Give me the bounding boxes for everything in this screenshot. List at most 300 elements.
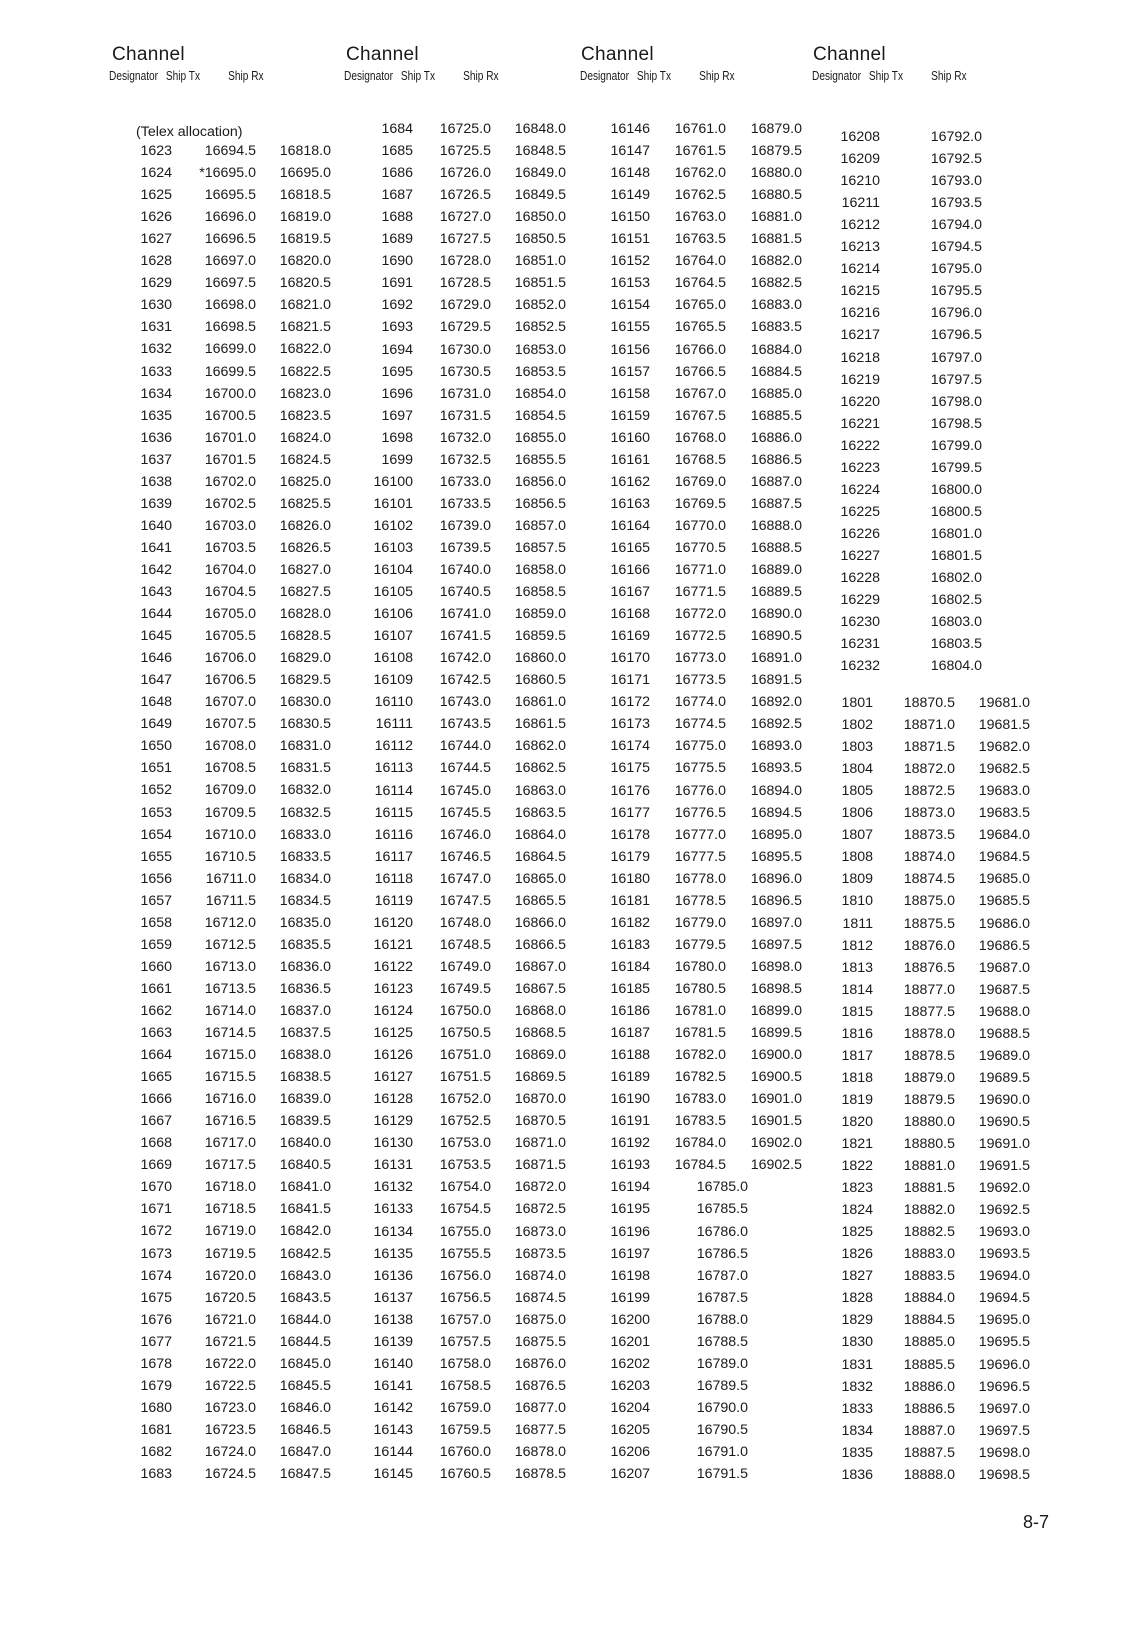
ship-tx-frequency: 18886.5: [903, 1400, 955, 1417]
ship-tx-frequency: 16725.5: [439, 143, 491, 160]
channel-designator: 16198: [610, 1267, 650, 1284]
channel-designator: 1695: [381, 363, 413, 380]
channel-designator: 16147: [610, 143, 650, 160]
channel-designator: 16188: [610, 1047, 650, 1064]
channel-designator: 1643: [140, 584, 172, 600]
channel-designator: 1832: [841, 1378, 873, 1395]
ship-tx-frequency: 16743.5: [439, 716, 491, 733]
ship-tx-frequency: 16767.0: [674, 385, 726, 402]
ship-rx-frequency: 16822.5: [279, 363, 331, 380]
frequency: 16790.0: [696, 1399, 748, 1416]
ship-rx-frequency: 16878.5: [514, 1466, 566, 1483]
ship-rx-frequency: 16844.0: [279, 1311, 331, 1328]
channel-designator: 1648: [140, 694, 172, 711]
channel-designator: 16199: [610, 1289, 650, 1306]
ship-rx-frequency: 16888.0: [750, 517, 802, 534]
ship-rx-frequency: 16849.5: [514, 187, 566, 204]
ship-tx-frequency: 16716.5: [204, 1113, 256, 1130]
ship-rx-frequency: 16824.5: [279, 451, 331, 468]
channel-designator: 16224: [840, 481, 880, 498]
ship-tx-frequency: 18885.5: [903, 1356, 955, 1373]
ship-tx-frequency: 16705.0: [204, 606, 256, 623]
channel-designator: 16111: [375, 716, 413, 733]
ship-rx-frequency: 19681.5: [978, 717, 1030, 734]
channel-designator: 1815: [841, 1003, 873, 1020]
ship-tx-frequency: 18878.0: [903, 1025, 955, 1042]
ship-rx-frequency: 16831.5: [279, 760, 331, 777]
channel-designator: 16218: [840, 349, 880, 366]
channel-designator: 1654: [140, 826, 172, 843]
channel-designator: 1686: [381, 165, 413, 182]
ship-rx-frequency: 16896.0: [750, 870, 802, 887]
ship-tx-frequency: 16749.5: [439, 980, 491, 997]
ship-rx-frequency: 16893.5: [750, 760, 802, 777]
channel-designator: 16158: [610, 385, 650, 402]
ship-rx-frequency: 16843.5: [279, 1289, 331, 1306]
ship-rx-frequency: 19681.0: [978, 695, 1030, 711]
channel-designator: 1631: [140, 319, 172, 336]
ship-rx-frequency: 16864.0: [514, 826, 566, 843]
ship-tx-frequency: 18873.5: [903, 827, 955, 844]
ship-rx-frequency: 19682.5: [978, 761, 1030, 778]
ship-rx-frequency: 16854.5: [514, 407, 566, 424]
column-subheading: Designator Ship Tx Ship Rx: [344, 68, 499, 83]
ship-tx-frequency: 16720.0: [204, 1267, 256, 1284]
channel-designator: 1640: [140, 517, 172, 534]
ship-rx-frequency: 16898.5: [750, 980, 802, 997]
ship-rx-frequency: 16874.5: [514, 1289, 566, 1306]
channel-designator: 16104: [373, 562, 413, 578]
ship-rx-frequency: 16892.0: [750, 694, 802, 711]
ship-tx-frequency: 16698.5: [204, 319, 256, 336]
channel-designator: 16124: [373, 1003, 413, 1019]
channel-designator: 1820: [841, 1113, 873, 1130]
ship-tx-frequency: 16696.5: [204, 231, 256, 248]
frequency: 16800.5: [930, 503, 982, 520]
channel-designator: 1804: [841, 761, 873, 778]
channel-designator: 1634: [140, 385, 172, 402]
channel-designator: 1821: [841, 1136, 873, 1152]
ship-rx-frequency: 16851.5: [514, 275, 566, 292]
ship-rx-frequency: 16895.0: [750, 826, 802, 843]
ship-tx-frequency: 16746.5: [439, 848, 491, 865]
ship-tx-frequency: 16724.0: [204, 1443, 256, 1460]
ship-rx-frequency: 16853.5: [514, 363, 566, 380]
ship-rx-frequency: 16831.0: [279, 738, 331, 755]
ship-tx-frequency: 16715.5: [204, 1069, 256, 1086]
channel-designator: 1825: [841, 1224, 873, 1241]
ship-rx-frequency: 16895.5: [750, 848, 802, 865]
ship-rx-frequency: 16818.5: [279, 187, 331, 204]
channel-designator: 16214: [840, 261, 880, 278]
ship-tx-frequency: 16722.5: [204, 1377, 256, 1394]
ship-tx-frequency: 16696.0: [204, 209, 256, 226]
channel-designator: 16208: [840, 129, 880, 145]
ship-tx-frequency: 16760.5: [439, 1466, 491, 1483]
ship-tx-frequency: 16741.5: [439, 628, 491, 645]
ship-rx-frequency: 16859.0: [514, 606, 566, 623]
ship-tx-frequency: 16759.5: [439, 1421, 491, 1438]
channel-designator: 16203: [610, 1377, 650, 1394]
ship-tx-frequency: 18870.5: [903, 695, 955, 711]
ship-tx-frequency: 16762.0: [674, 165, 726, 182]
ship-rx-frequency: 16826.0: [279, 517, 331, 534]
channel-designator: 1655: [140, 848, 172, 865]
channel-designator: 16132: [373, 1179, 413, 1196]
channel-designator: 16119: [374, 892, 413, 909]
frequency: 16785.5: [696, 1201, 748, 1218]
ship-rx-frequency: 16857.0: [514, 517, 566, 534]
ship-tx-frequency: 16780.5: [674, 980, 726, 997]
frequency: 16791.0: [696, 1444, 748, 1460]
ship-tx-frequency: 18885.0: [903, 1334, 955, 1351]
ship-tx-frequency: 16729.5: [439, 319, 491, 336]
ship-tx-frequency: 16719.0: [204, 1223, 256, 1240]
ship-tx-frequency: 16743.0: [439, 694, 491, 711]
ship-tx-frequency: 16713.5: [204, 980, 256, 997]
ship-tx-frequency: 16702.0: [204, 473, 256, 490]
channel-designator: 1818: [841, 1069, 873, 1086]
ship-rx-frequency: 16880.5: [750, 187, 802, 204]
ship-tx-frequency: 16724.5: [204, 1466, 256, 1482]
ship-rx-frequency: 16883.5: [750, 319, 802, 336]
ship-rx-frequency: 16898.0: [750, 958, 802, 975]
channel-designator: 16115: [374, 804, 413, 821]
ship-tx-frequency: 16711.5: [205, 892, 256, 909]
ship-rx-frequency: 16864.5: [514, 848, 566, 865]
channel-designator: 1668: [140, 1135, 172, 1152]
ship-tx-frequency: 16723.5: [204, 1421, 256, 1438]
channel-designator: 1670: [140, 1179, 172, 1196]
channel-designator: 16109: [373, 672, 413, 689]
ship-tx-frequency: 16781.5: [674, 1025, 726, 1042]
ship-tx-frequency: 16752.0: [439, 1091, 491, 1108]
channel-designator: 16173: [610, 716, 650, 733]
channel-designator: 16137: [373, 1289, 413, 1306]
column-subheading: Designator Ship Tx Ship Rx: [109, 68, 264, 83]
ship-rx-frequency: 16891.0: [750, 650, 802, 667]
channel-designator: 1629: [140, 275, 172, 292]
ship-rx-frequency: 16844.5: [279, 1333, 331, 1350]
ship-rx-frequency: 16887.0: [750, 473, 802, 490]
channel-designator: 16181: [610, 892, 650, 909]
ship-rx-frequency: 19692.0: [978, 1180, 1030, 1197]
ship-tx-frequency: 16718.0: [204, 1179, 256, 1196]
ship-rx-frequency: 16869.0: [514, 1047, 566, 1064]
ship-rx-frequency: 16865.5: [514, 892, 566, 909]
ship-rx-frequency: 16874.0: [514, 1267, 566, 1284]
ship-tx-frequency: 16718.5: [204, 1201, 256, 1218]
ship-rx-frequency: 16881.0: [750, 209, 802, 226]
ship-tx-frequency: 16712.0: [204, 914, 256, 931]
channel-designator: 16200: [610, 1311, 650, 1328]
ship-tx-frequency: 16760.0: [439, 1444, 491, 1460]
channel-designator: 16112: [374, 738, 413, 755]
ship-tx-frequency: 16727.0: [439, 209, 491, 226]
ship-rx-frequency: 16855.0: [514, 429, 566, 446]
channel-designator: 16171: [610, 672, 650, 689]
channel-designator: 16191: [610, 1113, 650, 1130]
channel-designator: 1828: [841, 1290, 873, 1307]
ship-rx-frequency: 16894.5: [750, 804, 802, 821]
channel-designator: 16219: [840, 371, 880, 388]
channel-designator: 16149: [610, 187, 650, 204]
ship-rx-frequency: 16847.5: [279, 1466, 331, 1482]
channel-designator: 1682: [140, 1443, 172, 1460]
ship-rx-frequency: 16885.5: [750, 407, 802, 424]
ship-rx-frequency: 19684.5: [978, 849, 1030, 866]
channel-designator: 1651: [140, 760, 172, 777]
channel-designator: 16131: [373, 1157, 413, 1174]
ship-rx-frequency: 19685.0: [978, 871, 1030, 888]
ship-tx-frequency: 16779.5: [674, 936, 726, 953]
ship-rx-frequency: 16870.5: [514, 1113, 566, 1130]
ship-tx-frequency: 18875.0: [903, 893, 955, 910]
ship-rx-frequency: 16839.5: [279, 1113, 331, 1130]
ship-tx-frequency: 16719.5: [204, 1245, 256, 1262]
ship-tx-frequency: 16713.0: [204, 958, 256, 975]
channel-designator: 1628: [140, 253, 172, 270]
channel-designator: 16136: [373, 1267, 413, 1284]
ship-tx-frequency: 16761.0: [674, 121, 726, 137]
ship-rx-frequency: 16818.0: [279, 143, 331, 159]
ship-tx-frequency: 16759.0: [439, 1399, 491, 1416]
channel-designator: 16231: [840, 636, 880, 653]
ship-rx-frequency: 19693.5: [978, 1246, 1030, 1263]
channel-designator: 1664: [140, 1047, 172, 1064]
ship-rx-frequency: 16886.5: [750, 451, 802, 468]
channel-designator: 16213: [840, 239, 880, 256]
ship-tx-frequency: 16733.0: [439, 473, 491, 490]
channel-designator: 16154: [610, 297, 650, 314]
channel-designator: 16107: [373, 628, 413, 645]
channel-designator: 16195: [610, 1201, 650, 1218]
ship-tx-frequency: 16770.5: [674, 539, 726, 556]
channel-designator: 16192: [610, 1135, 650, 1152]
channel-designator: 1834: [841, 1422, 873, 1439]
ship-tx-frequency: 16711.0: [205, 870, 256, 887]
ship-rx-frequency: 16821.5: [279, 319, 331, 336]
ship-tx-frequency: 18874.5: [903, 871, 955, 888]
channel-designator: 16157: [610, 363, 650, 380]
ship-rx-frequency: 16845.5: [279, 1377, 331, 1394]
channel-designator: 1810: [841, 893, 873, 910]
ship-rx-frequency: 16858.0: [514, 562, 566, 578]
channel-designator: 1699: [381, 451, 413, 468]
ship-tx-frequency: 16752.5: [439, 1113, 491, 1130]
channel-designator: 1808: [841, 849, 873, 866]
channel-designator: 1636: [140, 429, 172, 446]
ship-tx-frequency: 16770.0: [674, 517, 726, 534]
channel-designator: 16141: [373, 1377, 413, 1394]
ship-tx-frequency: 18875.5: [903, 915, 955, 932]
ship-tx-frequency: 16728.0: [439, 253, 491, 270]
page-number: 8-7: [1023, 1512, 1050, 1532]
ship-tx-frequency: 16783.0: [674, 1091, 726, 1108]
channel-designator: 1662: [140, 1002, 172, 1019]
frequency: 16786.0: [696, 1223, 748, 1240]
channel-designator: 1833: [841, 1400, 873, 1417]
ship-tx-frequency: 16764.5: [674, 275, 726, 292]
channel-designator: 1812: [841, 937, 873, 954]
ship-rx-frequency: 19695.0: [978, 1312, 1030, 1329]
channel-designator: 16183: [610, 936, 650, 953]
channel-designator: 16207: [610, 1466, 650, 1483]
channel-designator: 1678: [140, 1355, 172, 1372]
channel-designator: 1635: [140, 407, 172, 424]
ship-rx-frequency: 16828.5: [279, 628, 331, 645]
ship-tx-frequency: 18877.0: [903, 981, 955, 998]
channel-designator: 16140: [373, 1355, 413, 1372]
ship-tx-frequency: 16708.0: [204, 738, 256, 755]
ship-tx-frequency: 16722.0: [204, 1355, 256, 1372]
channel-designator: 16116: [374, 826, 413, 843]
ship-tx-frequency: 16777.5: [674, 848, 726, 865]
ship-rx-frequency: 19697.5: [978, 1422, 1030, 1439]
ship-rx-frequency: 16695.0: [279, 165, 331, 182]
channel-designator: 1673: [140, 1245, 172, 1262]
frequency: 16794.5: [930, 239, 982, 256]
channel-designator: 16122: [373, 958, 413, 975]
channel-designator: 1649: [140, 716, 172, 733]
ship-tx-frequency: 16717.5: [204, 1157, 256, 1174]
ship-tx-frequency: 16740.0: [439, 562, 491, 578]
frequency: 16803.0: [930, 614, 982, 631]
ship-rx-frequency: 16861.0: [514, 694, 566, 711]
ship-tx-frequency: 16780.0: [674, 958, 726, 975]
ship-tx-frequency: 16729.0: [439, 297, 491, 314]
ship-rx-frequency: 16873.5: [514, 1245, 566, 1262]
ship-rx-frequency: 16871.5: [514, 1157, 566, 1174]
ship-tx-frequency: 16754.5: [439, 1201, 491, 1218]
channel-designator: 16220: [840, 393, 880, 410]
ship-tx-frequency: 16695.5: [204, 187, 256, 204]
frequency: 16797.5: [930, 371, 982, 388]
ship-rx-frequency: 19694.0: [978, 1268, 1030, 1285]
channel-heading: Channel: [581, 44, 654, 65]
ship-rx-frequency: 16850.0: [514, 209, 566, 226]
ship-tx-frequency: 18886.0: [903, 1378, 955, 1395]
ship-tx-frequency: 16783.5: [674, 1113, 726, 1130]
ship-tx-frequency: 16747.5: [439, 892, 491, 909]
channel-designator: 16138: [373, 1311, 413, 1328]
ship-rx-frequency: 16854.0: [514, 385, 566, 402]
ship-rx-frequency: 16820.0: [279, 253, 331, 270]
frequency: 16792.5: [930, 151, 982, 168]
ship-tx-frequency: 16744.0: [439, 738, 491, 755]
channel-designator: 16172: [610, 694, 650, 711]
ship-tx-frequency: 16732.5: [439, 451, 491, 468]
ship-tx-frequency: 16739.5: [439, 539, 491, 556]
channel-designator: 16202: [610, 1355, 650, 1372]
ship-tx-frequency: 16771.0: [674, 562, 726, 578]
channel-designator: 16212: [840, 217, 880, 234]
column-subheading: Designator Ship Tx Ship Rx: [812, 68, 967, 83]
channel-designator: 1835: [841, 1444, 873, 1461]
ship-tx-frequency: 16747.0: [439, 870, 491, 887]
ship-tx-frequency: 16753.0: [439, 1135, 491, 1152]
channel-designator: 16125: [373, 1025, 413, 1042]
ship-tx-frequency: 16706.0: [204, 650, 256, 667]
frequency: 16796.0: [930, 305, 982, 322]
ship-rx-frequency: 16860.5: [514, 672, 566, 689]
ship-rx-frequency: 16900.0: [750, 1047, 802, 1064]
ship-rx-frequency: 16894.0: [750, 782, 802, 799]
ship-rx-frequency: 16842.5: [279, 1245, 331, 1262]
channel-designator: 16130: [373, 1135, 413, 1152]
ship-rx-frequency: 16852.0: [514, 297, 566, 314]
ship-rx-frequency: 16833.5: [279, 848, 331, 865]
ship-rx-frequency: 16885.0: [750, 385, 802, 402]
ship-tx-frequency: 18882.0: [903, 1202, 955, 1219]
ship-tx-frequency: 16697.0: [204, 253, 256, 270]
channel-designator: 16117: [374, 848, 413, 865]
channel-designator: 1680: [140, 1399, 172, 1416]
channel-designator: 1625: [140, 187, 172, 204]
ship-tx-frequency: 16733.5: [439, 495, 491, 512]
channel-designator: 1677: [140, 1333, 172, 1350]
frequency: 16802.5: [930, 592, 982, 609]
frequency: 16799.5: [930, 459, 982, 476]
ship-tx-frequency: 16721.5: [204, 1333, 256, 1350]
channel-designator: 1667: [140, 1113, 172, 1130]
ship-rx-frequency: 19683.5: [978, 805, 1030, 822]
channel-designator: 1642: [140, 561, 172, 578]
channel-designator: 16223: [840, 459, 880, 476]
ship-tx-frequency: 16758.5: [439, 1377, 491, 1394]
ship-tx-frequency: 18883.0: [903, 1246, 955, 1263]
frequency: 16788.0: [696, 1311, 748, 1328]
channel-designator: 16160: [610, 429, 650, 446]
channel-designator: 16194: [610, 1179, 650, 1196]
ship-rx-frequency: 16871.0: [514, 1135, 566, 1152]
channel-designator: 16187: [610, 1025, 650, 1042]
ship-tx-frequency: 16748.0: [439, 914, 491, 931]
ship-rx-frequency: 19695.5: [978, 1334, 1030, 1351]
channel-designator: 16163: [610, 495, 650, 512]
ship-rx-frequency: 16835.5: [279, 936, 331, 953]
channel-designator: 1646: [140, 650, 172, 667]
ship-tx-frequency: 16769.5: [674, 495, 726, 512]
ship-rx-frequency: 16832.0: [279, 782, 331, 799]
channel-designator: 16175: [610, 760, 650, 777]
channel-designator: 16118: [374, 870, 413, 887]
ship-tx-frequency: 16781.0: [674, 1003, 726, 1019]
channel-designator: 1816: [841, 1025, 873, 1042]
ship-tx-frequency: *16695.0: [199, 165, 256, 182]
channel-designator: 1679: [140, 1377, 172, 1394]
ship-tx-frequency: 18887.0: [903, 1422, 955, 1439]
channel-designator: 16216: [840, 305, 880, 322]
channel-designator: 1661: [140, 980, 172, 997]
channel-designator: 1802: [841, 717, 873, 734]
ship-rx-frequency: 16887.5: [750, 495, 802, 512]
ship-tx-frequency: 16725.0: [439, 121, 491, 137]
ship-tx-frequency: 16700.0: [204, 385, 256, 402]
frequency: 16802.0: [930, 570, 982, 586]
frequency: 16800.0: [930, 481, 982, 498]
ship-rx-frequency: 16893.0: [750, 738, 802, 755]
channel-designator: 1829: [841, 1312, 873, 1329]
ship-rx-frequency: 16883.0: [750, 297, 802, 314]
channel-designator: 16127: [373, 1069, 413, 1086]
ship-tx-frequency: 16706.5: [204, 672, 256, 689]
ship-tx-frequency: 16746.0: [439, 826, 491, 843]
channel-designator: 16144: [373, 1444, 413, 1460]
ship-rx-frequency: 19683.0: [978, 783, 1030, 800]
channel-designator: 16139: [373, 1333, 413, 1350]
ship-rx-frequency: 16849.0: [514, 165, 566, 182]
